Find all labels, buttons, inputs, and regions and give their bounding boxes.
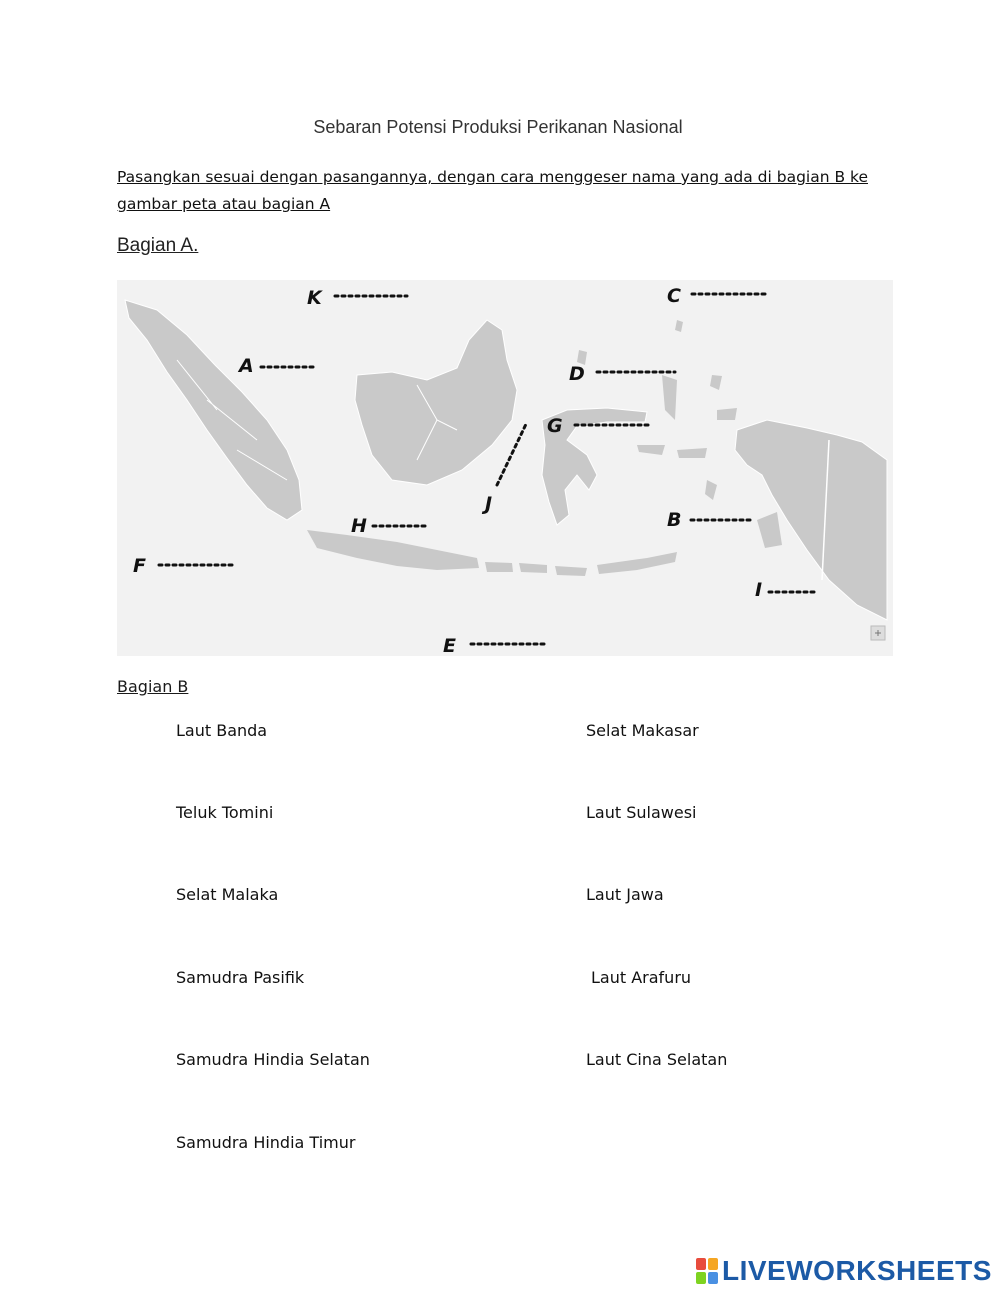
map-label-k: K [307, 287, 322, 309]
logo-block-2 [708, 1258, 718, 1270]
map-label-i: I [755, 579, 763, 601]
map-label-g: G [547, 415, 563, 437]
section-a-heading: Bagian A. [117, 235, 199, 256]
map-label-c: C [667, 285, 681, 307]
map-label-h: H [351, 515, 367, 537]
logo-text: LIVEWORKSHEETS [722, 1255, 992, 1286]
answer-item-samudra-hindia-timur[interactable]: Samudra Hindia Timur [176, 1133, 356, 1152]
logo-mark-icon [696, 1258, 718, 1284]
answer-item-laut-sulawesi[interactable]: Laut Sulawesi [586, 803, 697, 822]
answer-item-laut-banda[interactable]: Laut Banda [176, 721, 268, 740]
map-label-a: A [239, 355, 254, 377]
answer-item-teluk-tomini[interactable]: Teluk Tomini [176, 803, 274, 822]
logo-block-1 [696, 1258, 706, 1270]
map-label-e: E [443, 635, 456, 656]
answer-item-selat-makasar[interactable]: Selat Makasar [586, 721, 699, 740]
map-svg [117, 280, 893, 656]
answer-item-laut-arafuru[interactable]: Laut Arafuru [591, 968, 692, 987]
indonesia-map [117, 280, 893, 656]
answer-item-samudra-hindia-selatan[interactable]: Samudra Hindia Selatan [176, 1050, 370, 1069]
map-label-f: F [133, 555, 146, 577]
logo-block-4 [708, 1272, 718, 1284]
map-label-j: J [485, 493, 493, 515]
map-label-d: D [569, 363, 585, 385]
logo-block-3 [696, 1272, 706, 1284]
section-b-heading: Bagian B [117, 677, 189, 696]
answer-item-laut-jawa[interactable]: Laut Jawa [586, 885, 664, 904]
answer-item-laut-cina-selatan[interactable]: Laut Cina Selatan [586, 1050, 728, 1069]
liveworksheets-logo [696, 1255, 992, 1287]
map-label-b: B [667, 509, 682, 531]
answer-item-selat-malaka[interactable]: Selat Malaka [176, 885, 279, 904]
page-title: Sebaran Potensi Produksi Perikanan Nasional [313, 117, 683, 137]
answer-item-samudra-pasifik[interactable]: Samudra Pasifik [176, 968, 305, 987]
instruction-text: Pasangkan sesuai dengan pasangannya, dengan cara menggeser nama yang ada di bagian B ke gambar peta atau bagian A [117, 168, 868, 213]
